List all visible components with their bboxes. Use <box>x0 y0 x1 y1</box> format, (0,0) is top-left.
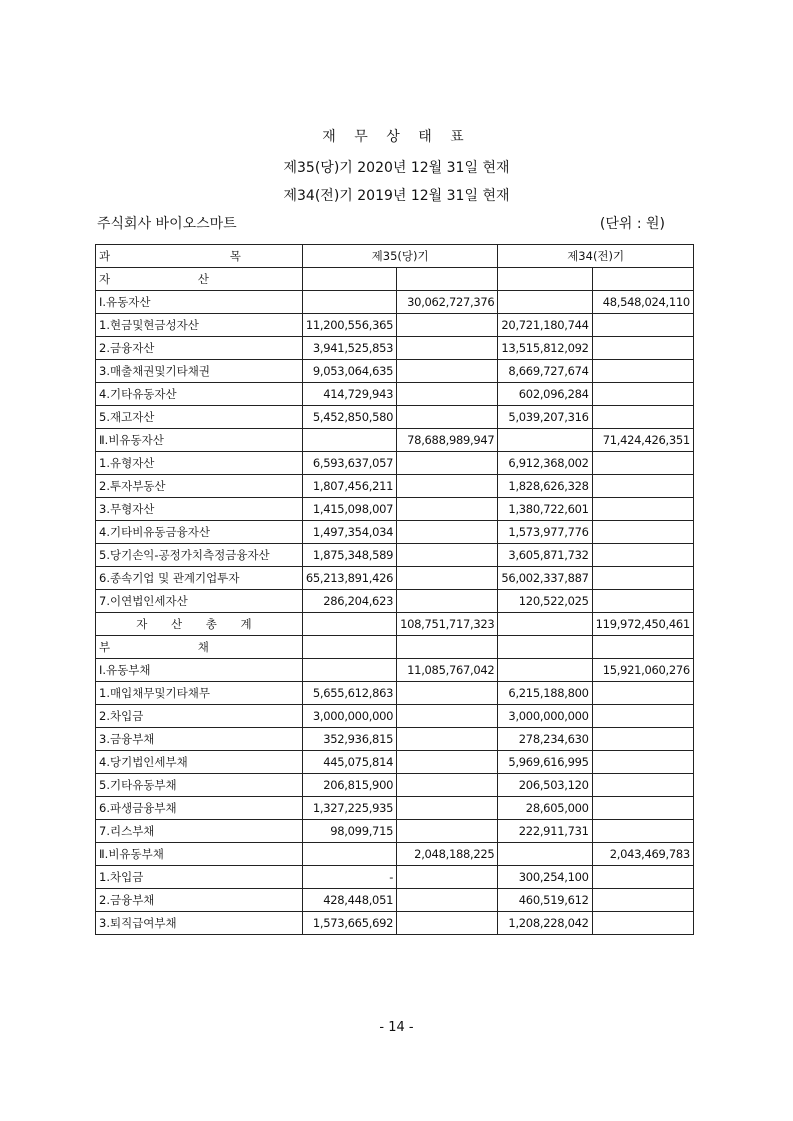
current-detail-cell <box>302 429 396 452</box>
prior-detail-cell: 5,039,207,316 <box>498 406 592 429</box>
current-total-cell <box>397 314 498 337</box>
current-detail-cell: 5,452,850,580 <box>302 406 396 429</box>
current-detail-cell: 5,655,612,863 <box>302 682 396 705</box>
prior-total-cell <box>592 544 693 567</box>
table-row <box>96 498 694 521</box>
row-label: 6.종속기업 및 관계기업투자 <box>96 567 303 590</box>
current-total-cell <box>397 751 498 774</box>
current-total-cell <box>397 889 498 912</box>
table-row <box>96 866 694 889</box>
prior-total-cell <box>592 705 693 728</box>
prior-detail-cell: 1,573,977,776 <box>498 521 592 544</box>
current-detail-cell <box>302 291 396 314</box>
current-total-cell <box>397 521 498 544</box>
current-detail-cell: 1,415,098,007 <box>302 498 396 521</box>
table-row <box>96 889 694 912</box>
row-label: 1.매입채무및기타채무 <box>96 682 303 705</box>
current-detail-cell: 65,213,891,426 <box>302 567 396 590</box>
prior-detail-cell: 460,519,612 <box>498 889 592 912</box>
current-total-cell: 11,085,767,042 <box>397 659 498 682</box>
current-detail-cell: 11,200,556,365 <box>302 314 396 337</box>
table-body <box>96 268 694 935</box>
prior-total-cell: 15,921,060,276 <box>592 659 693 682</box>
prior-detail-cell <box>498 636 592 659</box>
row-label: 2.투자부동산 <box>96 475 303 498</box>
statement-title: 재 무 상 태 표 <box>322 129 471 145</box>
current-detail-cell: 286,204,623 <box>302 590 396 613</box>
prior-total-cell <box>592 797 693 820</box>
prior-total-cell <box>592 452 693 475</box>
current-detail-cell: 98,099,715 <box>302 820 396 843</box>
table-row <box>96 452 694 475</box>
prior-detail-cell: 1,828,626,328 <box>498 475 592 498</box>
row-label: 2.차입금 <box>96 705 303 728</box>
row-label: 1.현금및현금성자산 <box>96 314 303 337</box>
row-label: 2.금융부채 <box>96 889 303 912</box>
current-detail-cell: 3,941,525,853 <box>302 337 396 360</box>
row-label: Ⅱ.비유동부채 <box>96 843 303 866</box>
table-row <box>96 728 694 751</box>
header-current-period: 제35(당)기 <box>302 245 498 268</box>
current-total-cell: 78,688,989,947 <box>397 429 498 452</box>
current-detail-cell: 1,807,456,211 <box>302 475 396 498</box>
current-total-cell <box>397 268 498 291</box>
prior-total-cell <box>592 337 693 360</box>
row-label: 4.기타유동자산 <box>96 383 303 406</box>
row-label: 6.파생금융부채 <box>96 797 303 820</box>
header-prior-period: 제34(전)기 <box>498 245 694 268</box>
prior-detail-cell: 8,669,727,674 <box>498 360 592 383</box>
current-total-cell <box>397 360 498 383</box>
current-total-cell <box>397 590 498 613</box>
prior-total-cell <box>592 383 693 406</box>
current-detail-cell: 1,875,348,589 <box>302 544 396 567</box>
prior-total-cell <box>592 360 693 383</box>
row-label: 7.리스부채 <box>96 820 303 843</box>
row-label: 4.기타비유동금융자산 <box>96 521 303 544</box>
prior-total-cell: 119,972,450,461 <box>592 613 693 636</box>
row-label: 1.차입금 <box>96 866 303 889</box>
prior-total-cell <box>592 728 693 751</box>
current-total-cell <box>397 728 498 751</box>
prior-total-cell <box>592 820 693 843</box>
current-total-cell <box>397 337 498 360</box>
currency-unit: (단위 : 원) <box>599 216 665 232</box>
row-label: 2.금융자산 <box>96 337 303 360</box>
current-detail-cell: 206,815,900 <box>302 774 396 797</box>
table-row <box>96 843 694 866</box>
table-row <box>96 291 694 314</box>
prior-detail-cell <box>498 429 592 452</box>
prior-detail-cell: 206,503,120 <box>498 774 592 797</box>
current-total-cell <box>397 475 498 498</box>
prior-total-cell <box>592 314 693 337</box>
current-total-cell <box>397 452 498 475</box>
table-row <box>96 314 694 337</box>
current-total-cell: 30,062,727,376 <box>397 291 498 314</box>
row-label: Ⅰ.유동자산 <box>96 291 303 314</box>
current-detail-cell <box>302 268 396 291</box>
table-row <box>96 797 694 820</box>
table-row <box>96 659 694 682</box>
current-total-cell <box>397 774 498 797</box>
current-detail-cell: 428,448,051 <box>302 889 396 912</box>
prior-detail-cell: 56,002,337,887 <box>498 567 592 590</box>
prior-detail-cell: 3,000,000,000 <box>498 705 592 728</box>
table-row <box>96 613 694 636</box>
prior-detail-cell: 6,215,188,800 <box>498 682 592 705</box>
current-detail-cell: 1,497,354,034 <box>302 521 396 544</box>
prior-detail-cell: 3,605,871,732 <box>498 544 592 567</box>
prior-detail-cell: 5,969,616,995 <box>498 751 592 774</box>
prior-total-cell <box>592 567 693 590</box>
row-label: 3.무형자산 <box>96 498 303 521</box>
current-period-line: 제35(당)기 2020년 12월 31일 현재 <box>283 160 510 176</box>
prior-detail-cell <box>498 843 592 866</box>
table-row <box>96 705 694 728</box>
row-label: 부 채 <box>96 636 303 659</box>
current-detail-cell: 352,936,815 <box>302 728 396 751</box>
prior-total-cell: 48,548,024,110 <box>592 291 693 314</box>
table-row <box>96 360 694 383</box>
prior-total-cell <box>592 521 693 544</box>
current-total-cell <box>397 406 498 429</box>
header-item: 과 목 <box>96 245 303 268</box>
prior-detail-cell: 602,096,284 <box>498 383 592 406</box>
current-detail-cell: 1,327,225,935 <box>302 797 396 820</box>
prior-detail-cell: 1,208,228,042 <box>498 912 592 935</box>
current-detail-cell <box>302 636 396 659</box>
current-total-cell <box>397 636 498 659</box>
prior-detail-cell: 222,911,731 <box>498 820 592 843</box>
prior-detail-cell: 120,522,025 <box>498 590 592 613</box>
table-row <box>96 636 694 659</box>
prior-detail-cell: 278,234,630 <box>498 728 592 751</box>
prior-detail-cell <box>498 291 592 314</box>
table-row <box>96 337 694 360</box>
table-row <box>96 544 694 567</box>
prior-total-cell <box>592 751 693 774</box>
prior-detail-cell: 13,515,812,092 <box>498 337 592 360</box>
row-label: Ⅱ.비유동자산 <box>96 429 303 452</box>
prior-total-cell <box>592 682 693 705</box>
prior-total-cell <box>592 636 693 659</box>
table-row <box>96 268 694 291</box>
table-row <box>96 521 694 544</box>
balance-sheet-table <box>95 244 694 935</box>
current-detail-cell <box>302 613 396 636</box>
row-label: 4.당기법인세부채 <box>96 751 303 774</box>
table-row <box>96 820 694 843</box>
row-label: 5.기타유동부채 <box>96 774 303 797</box>
prior-total-cell <box>592 406 693 429</box>
prior-total-cell: 2,043,469,783 <box>592 843 693 866</box>
current-detail-cell: 414,729,943 <box>302 383 396 406</box>
row-label: 3.매출채권및기타채권 <box>96 360 303 383</box>
table-row <box>96 406 694 429</box>
row-label: 5.재고자산 <box>96 406 303 429</box>
prior-detail-cell: 28,605,000 <box>498 797 592 820</box>
company-name: 주식회사 바이오스마트 <box>97 216 237 232</box>
prior-detail-cell: 300,254,100 <box>498 866 592 889</box>
row-label: 자 산 <box>96 268 303 291</box>
row-label: 5.당기손익-공정가치측정금융자산 <box>96 544 303 567</box>
prior-total-cell: 71,424,426,351 <box>592 429 693 452</box>
prior-total-cell <box>592 475 693 498</box>
row-label: Ⅰ.유동부채 <box>96 659 303 682</box>
current-detail-cell: 445,075,814 <box>302 751 396 774</box>
table-row <box>96 383 694 406</box>
prior-total-cell <box>592 590 693 613</box>
current-total-cell <box>397 682 498 705</box>
current-detail-cell: 3,000,000,000 <box>302 705 396 728</box>
current-total-cell <box>397 820 498 843</box>
page-number: - 14 - <box>379 1020 414 1035</box>
row-label: 3.금융부채 <box>96 728 303 751</box>
current-detail-cell: 1,573,665,692 <box>302 912 396 935</box>
current-detail-cell: 6,593,637,057 <box>302 452 396 475</box>
table-row <box>96 774 694 797</box>
current-total-cell <box>397 383 498 406</box>
current-detail-cell <box>302 659 396 682</box>
prior-detail-cell <box>498 659 592 682</box>
current-total-cell <box>397 705 498 728</box>
prior-detail-cell: 20,721,180,744 <box>498 314 592 337</box>
table-header-row <box>96 245 694 268</box>
table-row <box>96 751 694 774</box>
current-total-cell <box>397 567 498 590</box>
table-row <box>96 682 694 705</box>
current-total-cell <box>397 866 498 889</box>
prior-total-cell <box>592 866 693 889</box>
table-row <box>96 475 694 498</box>
prior-detail-cell <box>498 613 592 636</box>
current-total-cell <box>397 498 498 521</box>
table-row <box>96 912 694 935</box>
prior-total-cell <box>592 268 693 291</box>
row-label: 자 산 총 계 <box>96 613 303 636</box>
prior-period-line: 제34(전)기 2019년 12월 31일 현재 <box>283 188 510 204</box>
prior-total-cell <box>592 912 693 935</box>
table-row <box>96 429 694 452</box>
prior-detail-cell <box>498 268 592 291</box>
row-label: 3.퇴직급여부채 <box>96 912 303 935</box>
prior-total-cell <box>592 889 693 912</box>
prior-total-cell <box>592 774 693 797</box>
table-row <box>96 590 694 613</box>
prior-detail-cell: 1,380,722,601 <box>498 498 592 521</box>
table-row <box>96 567 694 590</box>
current-detail-cell: 9,053,064,635 <box>302 360 396 383</box>
row-label: 1.유형자산 <box>96 452 303 475</box>
current-total-cell <box>397 797 498 820</box>
prior-total-cell <box>592 498 693 521</box>
prior-detail-cell: 6,912,368,002 <box>498 452 592 475</box>
current-detail-cell <box>302 843 396 866</box>
current-detail-cell: - <box>302 866 396 889</box>
current-total-cell: 108,751,717,323 <box>397 613 498 636</box>
current-total-cell <box>397 912 498 935</box>
current-total-cell <box>397 544 498 567</box>
current-total-cell: 2,048,188,225 <box>397 843 498 866</box>
row-label: 7.이연법인세자산 <box>96 590 303 613</box>
